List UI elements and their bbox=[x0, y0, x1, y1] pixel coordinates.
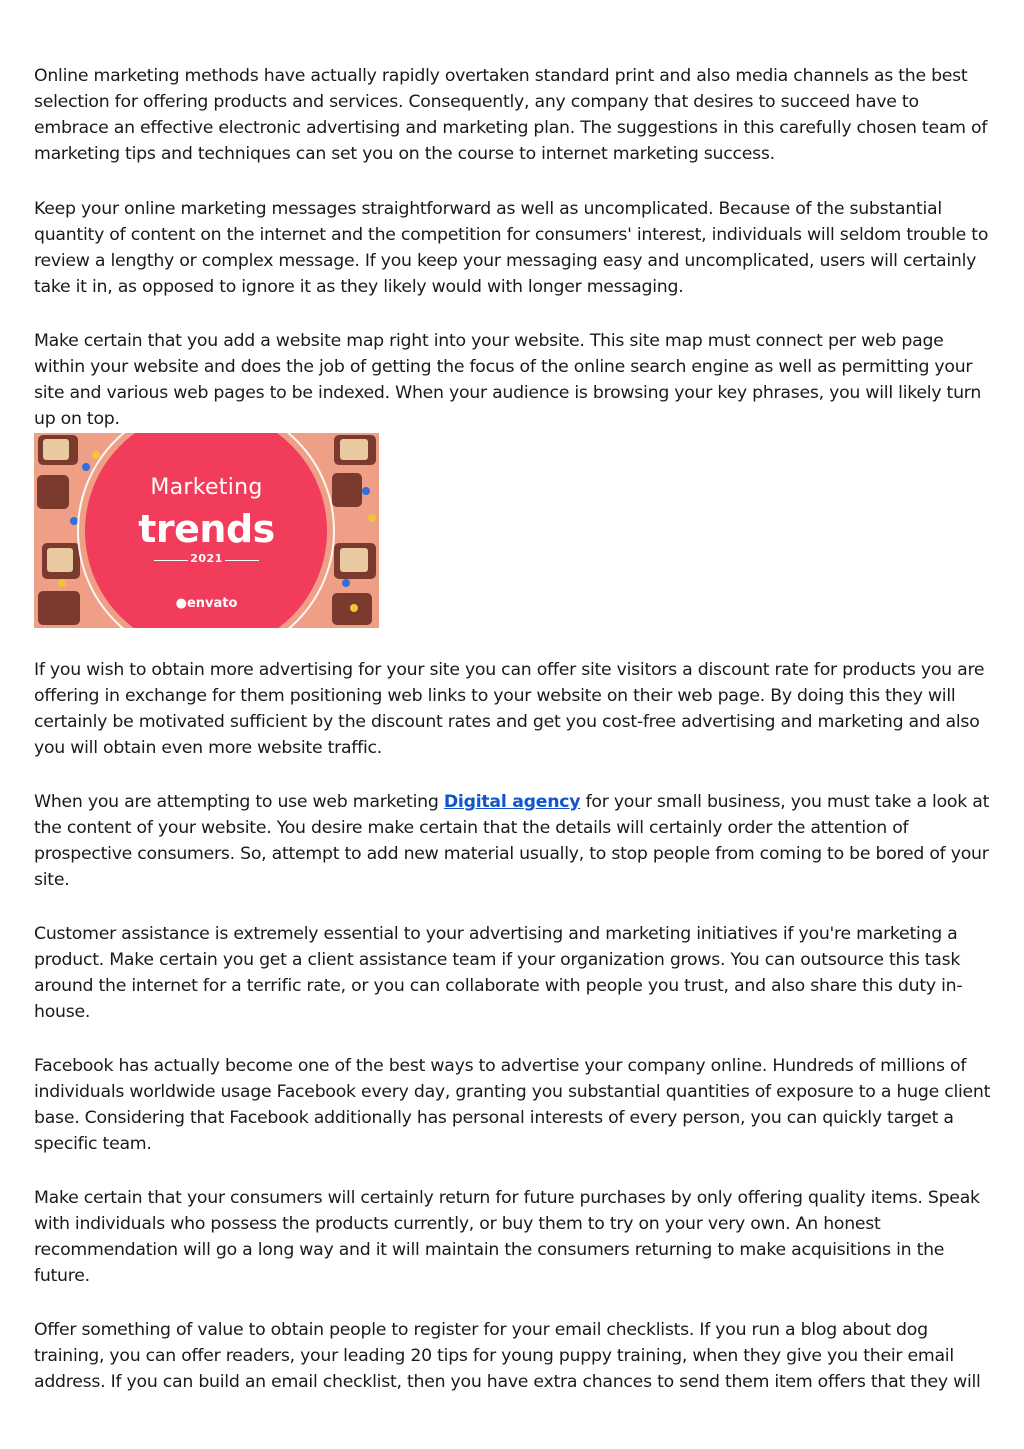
banner-big-word: trends bbox=[138, 507, 275, 551]
digital-agency-link[interactable]: Digital agency bbox=[443, 792, 581, 812]
paragraph-2: Keep your online marketing messages straightforward as well as uncomplicated. Because of the substantial quantity of content on the internet and the competition for consumers' interest, individuals will seldom trouble to review a lengthy or complex message. If you keep your messaging easy and uncomplicated, users will certainly take it in, as opposed to ignore it as they likely would with longer messaging. bbox=[34, 199, 989, 297]
paragraph-4: If you wish to obtain more advertising for your site you can offer site visitors a discount rate for products you are offering in exchange for them positioning web links to your website on their web page. By doing this they will certainly be motivated sufficient by the discount rates and get you cost-free advertising and marketing and also you will obtain even more website traffic. bbox=[34, 660, 985, 758]
paragraph-3: Make certain that you add a website map right into your website. This site map must connect per web page within your website and does the job of getting the focus of the online search engine as well as permitting your site and various web pages to be indexed. When your audience is browsing your key phrases, you will likely turn up on top. bbox=[34, 331, 982, 429]
marketing-trends-image bbox=[34, 433, 379, 628]
envato-logo: ●envato bbox=[175, 596, 238, 611]
banner-year: 2021 bbox=[190, 552, 223, 565]
paragraph-7: Facebook has actually become one of the best ways to advertise your company online. Hundreds of millions of individuals worldwide usage Facebook every day, granting you substantial quantities of exposure to a huge client base. Considering that Facebook additionally has personal interests of every person, you can quickly target a specific team. bbox=[34, 1056, 991, 1154]
paragraph-link: When you are attempting to use web marketing Digital agency for your small business, you must take a look at the content of your website. You desire make certain that the details will certainly order the attention of prospective consumers. So, attempt to add new material usually, to stop people from coming to be bored of your site. bbox=[34, 792, 990, 890]
year-divider-right bbox=[225, 560, 259, 561]
leaf-icon: ● bbox=[175, 596, 187, 611]
paragraph-8: Make certain that your consumers will certainly return for future purchases by only offering quality items. Speak with individuals who possess the products currently, or buy them to try on your very own. An honest recommendation will go a long way and it will maintain the consumers returning to make acquisitions in the future. bbox=[34, 1188, 980, 1286]
paragraph-6: Customer assistance is extremely essential to your advertising and marketing initiatives if you're marketing a product. Make certain you get a client assistance team if your organization grows. You can outsource this task around the internet for a terrific rate, or you can collaborate with people you trust, and also share this duty in-house. bbox=[34, 924, 963, 1022]
paragraph-1: Online marketing methods have actually rapidly overtaken standard print and also media channels as the best selection for offering products and services. Consequently, any company that desires to succeed have to embrace an effective electronic advertising and marketing plan. The suggestions in this carefully chosen team of marketing tips and techniques can set you on the course to internet marketing success. bbox=[34, 66, 988, 164]
paragraph-9: Offer something of value to obtain people to register for your email checklists. If you run a blog about dog training, you can offer readers, your leading 20 tips for young puppy training, when they give you their email address. If you can build an email checklist, then you have extra chances to send them item offers that they will bbox=[34, 1320, 981, 1392]
banner-title: Marketing bbox=[150, 475, 263, 500]
